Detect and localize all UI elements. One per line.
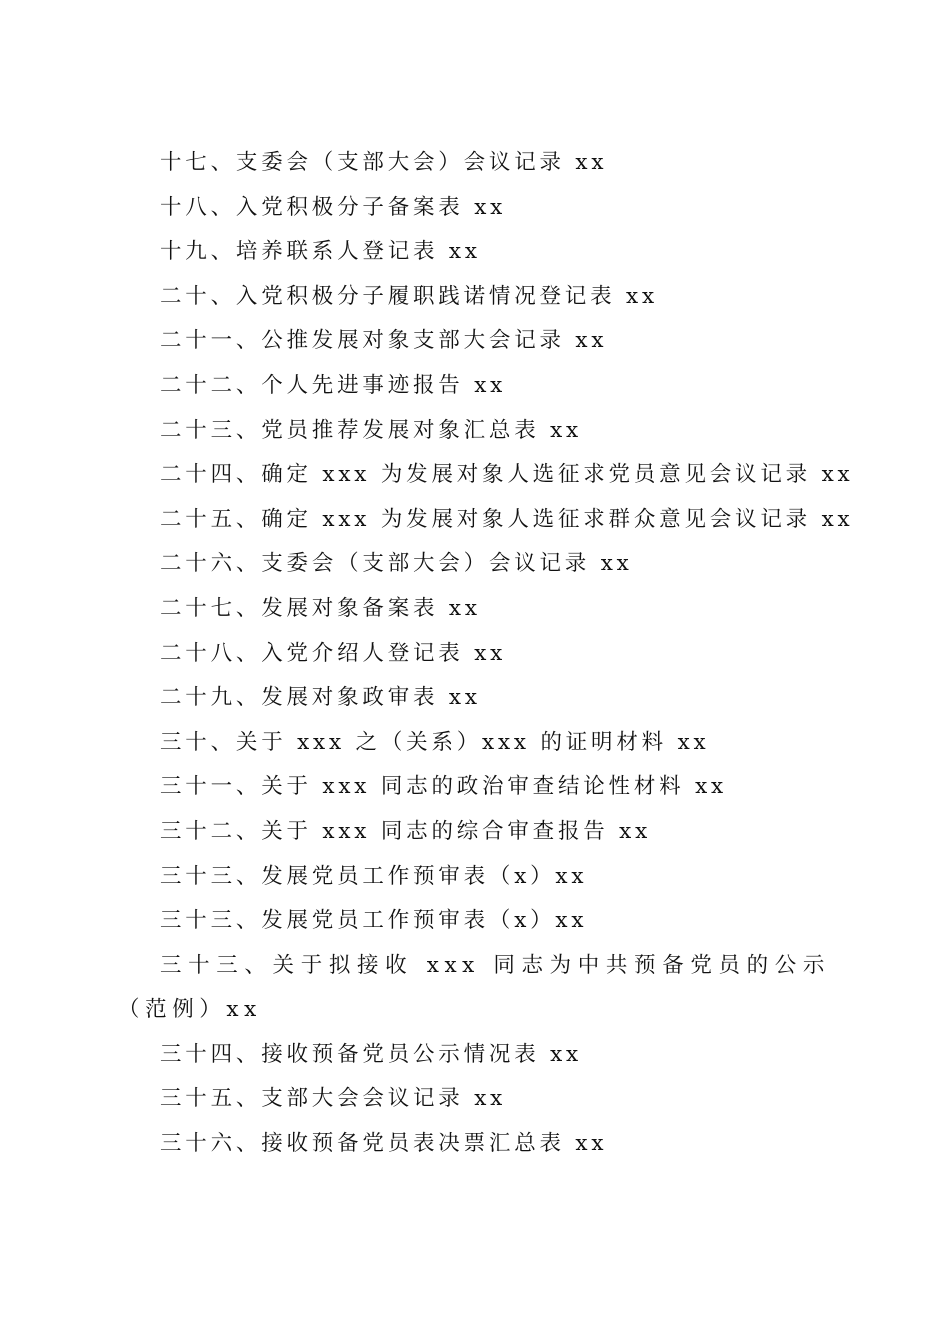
- toc-item: 三十二、关于 xxx 同志的综合审查报告 xx: [160, 818, 652, 844]
- toc-item: 三十三、发展党员工作预审表（x）xx: [160, 908, 588, 934]
- toc-item: 二十七、发展对象备案表 xx: [160, 595, 481, 621]
- toc-item: 二十四、确定 xxx 为发展对象人选征求党员意见会议记录 xx: [160, 462, 854, 488]
- table-of-contents: [118, 141, 854, 1167]
- toc-item: 十八、入党积极分子备案表 xx: [160, 194, 507, 220]
- toc-item: 三十四、接收预备党员公示情况表 xx: [160, 1041, 582, 1067]
- toc-item: 三十三、关于拟接收 xxx 同志为中共预备党员的公示（范例）xx: [118, 952, 830, 1023]
- toc-item: 二十六、支委会（支部大会）会议记录 xx: [160, 551, 633, 577]
- toc-item: 三十五、支部大会会议记录 xx: [160, 1086, 507, 1112]
- toc-item: 二十五、确定 xxx 为发展对象人选征求群众意见会议记录 xx: [160, 506, 854, 532]
- toc-item: 二十九、发展对象政审表 xx: [160, 685, 481, 711]
- toc-item: 二十一、公推发展对象支部大会记录 xx: [160, 328, 608, 354]
- toc-item: 三十六、接收预备党员表决票汇总表 xx: [160, 1131, 608, 1157]
- toc-item: 三十一、关于 xxx 同志的政治审查结论性材料 xx: [160, 774, 727, 800]
- toc-item: 二十、入党积极分子履职践诺情况登记表 xx: [160, 283, 658, 309]
- toc-item: 二十三、党员推荐发展对象汇总表 xx: [160, 417, 582, 443]
- toc-item: 二十二、个人先进事迹报告 xx: [160, 372, 507, 398]
- toc-item: 三十三、发展党员工作预审表（x）xx: [160, 863, 588, 889]
- toc-item: 十七、支委会（支部大会）会议记录 xx: [160, 150, 608, 175]
- toc-item: 三十、关于 xxx 之（关系）xxx 的证明材料 xx: [160, 729, 710, 755]
- toc-item: 十九、培养联系人登记表 xx: [160, 239, 481, 265]
- toc-item: 二十八、入党介绍人登记表 xx: [160, 640, 507, 666]
